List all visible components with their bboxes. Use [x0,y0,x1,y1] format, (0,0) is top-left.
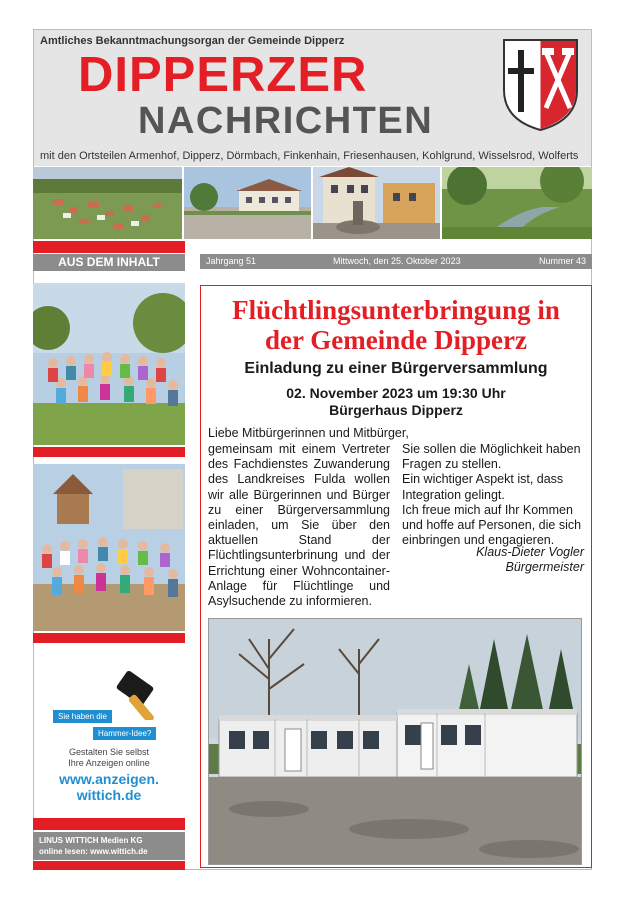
headline-line2: der Gemeinde Dipperz [265,325,527,355]
title-line2: NACHRICHTEN [138,100,434,142]
signature-title: Bürgermeister [505,560,584,574]
ad-text-1: Gestalten Sie selbst [68,747,150,757]
article-column-1: gemeinsam mit einem Vertreter des Fachdienstes Zuwanderung des Landkreises Fulda wollen wir alle Bürgerinnen und Bürger zu einer Bürgerversammlung einladen, um Sie über den aktuellen Stand der Flüchtlingsunterbrinung und der Errichtung einer Wohncontainer-Anlage für Flüchtlinge und Asylsuchende zu informieren. [208,442,390,609]
article-subheadline: Einladung zu einer Bürgerversammlung [244,360,548,377]
ad-text-2: Ihre Anzeigen online [68,758,150,768]
col2-paragraph-3: Ich freue mich auf Ihr Kommen und hoffe auf Personen, die sich einbringen und engagieren. [402,502,582,548]
village-aerial-photo [33,167,182,239]
villages-subtitle: mit den Ortsteilen Armenhof, Dipperz, Dörmbach, Finkenhain, Friesenhausen, Kohlgrund, Wisselsrod, Wolferts [40,150,579,162]
stream-park-photo [442,167,592,239]
kindergarten-photo-1 [33,283,185,445]
church-fountain-photo [313,167,440,239]
organ-line: Amtliches Bekanntmachungsorgan der Gemeinde Dipperz [40,35,345,47]
container-facility-photo [208,618,582,865]
publisher-name: LINUS WITTICH Medien KG [39,836,143,845]
article-headline [200,295,592,355]
article-column-2 [402,442,584,548]
greeting: Liebe Mitbürgerinnen und Mitbürger, [208,426,409,440]
issue-info-bar [200,254,592,269]
hammer-icon [115,665,177,720]
sidebar-separator [33,447,185,457]
signature [402,545,584,575]
event-date: 02. November 2023 um 19:30 Uhr [286,385,506,401]
ad-box[interactable] [33,657,185,815]
issue-year: Jahrgang 51 [206,256,257,266]
ad-url-1[interactable]: www.anzeigen. [59,771,159,787]
sidebar-separator [33,633,185,643]
header-photo-strip [33,167,592,239]
event-place: Bürgerhaus Dipperz [329,402,463,418]
town-hall-photo [184,167,311,239]
title-line1: DIPPERZER [78,48,368,102]
kindergarten-photo-2 [33,464,185,631]
issue-number: Nummer 43 [538,256,586,266]
ad-url-2[interactable]: wittich.de [76,787,142,803]
issue-date: Mittwoch, den 25. Oktober 2023 [333,256,461,266]
headline-line1: Flüchtlingsunterbringung in [232,295,560,325]
signature-name: Klaus-Dieter Vogler [476,545,584,559]
publisher-footer [33,832,185,860]
ad-pill-2: Hammer-Idee? [93,727,156,740]
col2-paragraph-1: Sie sollen die Möglichkeit haben Fragen zu stellen. [402,442,581,472]
toc-label: AUS DEM INHALT [33,254,185,271]
footer-red-bar [33,861,185,870]
footer-red-bar [33,818,185,830]
publisher-online[interactable]: online lesen: www.wittich.de [39,847,148,856]
coat-of-arms-icon [502,38,579,132]
ad-pill-1: Sie haben die [53,710,112,723]
col2-paragraph-2: Ein wichtiger Aspekt ist, dass Integration gelingt. [402,472,564,502]
sidebar-red-bar [33,241,185,253]
